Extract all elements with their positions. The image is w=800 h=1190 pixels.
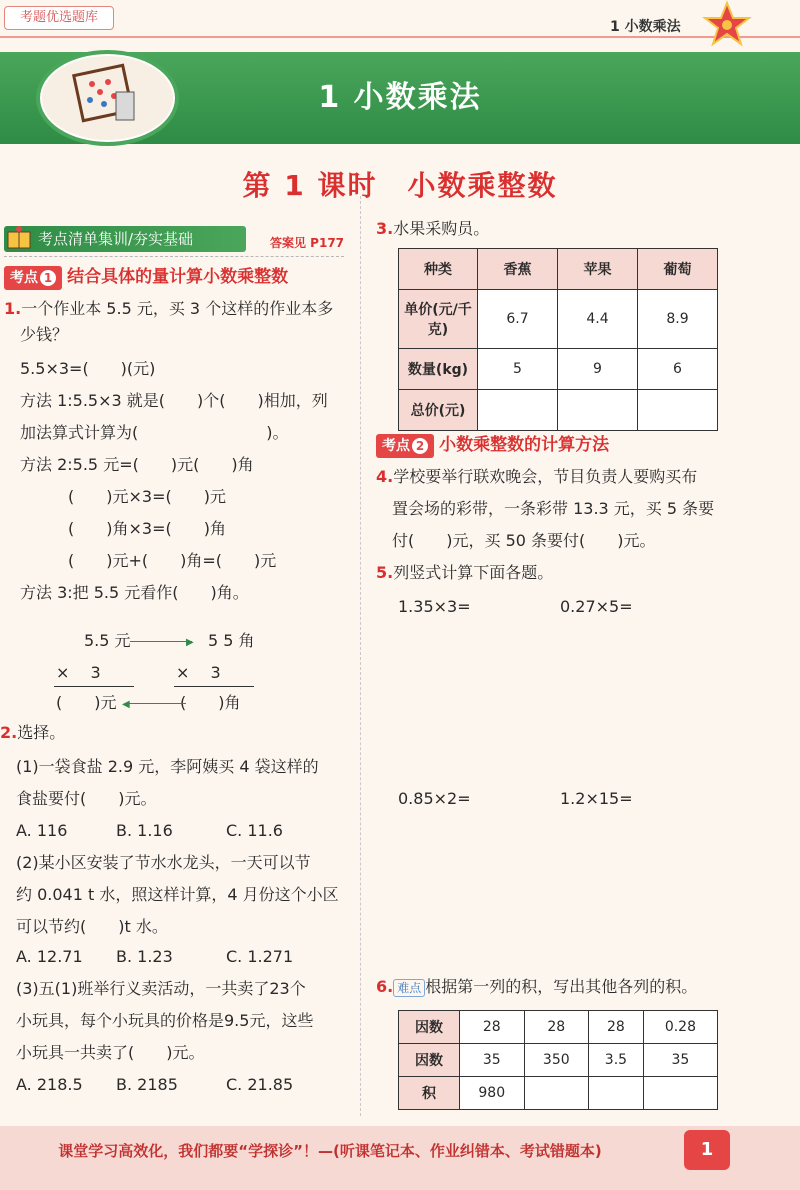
fruit-table (398, 248, 718, 431)
option-b[interactable]: B. 1.16 (116, 821, 173, 840)
row-label: 数量(kg) (399, 349, 478, 390)
calc-item: 1.35×3= (398, 597, 471, 616)
series-tag: 考题优选题库 (4, 6, 114, 30)
question-4 (376, 464, 776, 554)
footer-slogan: 课堂学习高效化，我们都要“学探诊”！—(听课笔记本、作业纠错本、考试错题本) (58, 1142, 602, 1160)
answer-cell[interactable] (638, 390, 718, 431)
sub-question: (3)五(1)班举行义卖活动，一共卖了23个 (16, 979, 306, 998)
option-a[interactable]: A. 12.71 (16, 947, 83, 966)
question-1 (4, 296, 354, 606)
difficulty-tag: 难点 (393, 979, 425, 997)
sub-question: 食盐要付( )元。 (16, 789, 157, 808)
calc-line (174, 686, 254, 687)
option-b[interactable]: B. 2185 (116, 1075, 178, 1094)
vertical-calc-left-mul: × 3 (56, 663, 101, 682)
option-a[interactable]: A. 218.5 (16, 1075, 83, 1094)
method-line: 方法 3:把 5.5 元看作( )角。 (20, 583, 249, 602)
sub-question: (2)某小区安装了节水水龙头，一天可以节 (16, 853, 311, 872)
arrow-right (130, 641, 192, 642)
question-number: 2. (0, 723, 18, 742)
question-stem: 选择。 (17, 723, 66, 742)
book-icon (6, 224, 32, 252)
kaodian-title: 小数乘整数的计算方法 (439, 435, 610, 455)
row-label: 单价(元/千克) (399, 290, 478, 349)
question-2 (0, 720, 350, 1098)
table-header-cell: 苹果 (558, 249, 638, 290)
answer-cell[interactable] (589, 1077, 644, 1110)
question-number: 6. (376, 977, 394, 996)
question-5 (376, 560, 553, 586)
option-c[interactable]: C. 21.85 (226, 1075, 294, 1094)
question-number: 1. (4, 299, 22, 318)
vertical-calc-left-top: 5.5 元 (84, 631, 131, 650)
question-stem: 少钱？ (20, 325, 69, 344)
question-stem: 根据第一列的积，写出其他各列的积。 (425, 977, 698, 996)
kaodian-number: 2 (412, 438, 428, 454)
page-number: 1 (684, 1130, 730, 1170)
sub-question: 小玩具，每个小玩具的价格是9.5元，这些 (16, 1011, 314, 1030)
sub-question: 可以节约( )t 水。 (16, 917, 168, 936)
calc-item: 1.2×15= (560, 789, 633, 808)
method-line: 方法 2:5.5 元=( )元( )角 (20, 455, 254, 474)
table-cell: 8.9 (638, 290, 718, 349)
kaodian-1 (4, 262, 288, 290)
question-number: 3. (376, 219, 394, 238)
sub-question: 小玩具一共卖了( )元。 (16, 1043, 205, 1062)
answer-cell[interactable] (478, 390, 558, 431)
equation: 5.5×3=( )(元) (20, 359, 156, 378)
kaodian-label: 考点 (382, 438, 410, 454)
options-row (0, 818, 350, 844)
question-stem: 一个作业本 5.5 元，买 3 个这样的作业本多 (21, 299, 334, 318)
table-cell: 28 (460, 1011, 525, 1044)
sub-question: 约 0.041 t 水，照这样计算，4 月份这个小区 (16, 885, 339, 904)
option-c[interactable]: C. 11.6 (226, 821, 283, 840)
star-icon (702, 0, 752, 50)
vertical-calc-right-result: ( )角 (180, 693, 241, 712)
table-cell: 35 (460, 1044, 525, 1077)
product-table (398, 1010, 718, 1110)
method-line: ( )角×3=( )角 (68, 519, 226, 538)
table-header-cell: 葡萄 (638, 249, 718, 290)
arrow-head-icon: ▶ (186, 637, 194, 648)
section-header: 考点清单集训/夯实基础 (4, 226, 246, 252)
option-a[interactable]: A. 116 (16, 821, 68, 840)
row-label: 因数 (399, 1011, 460, 1044)
kaodian-number: 1 (40, 270, 56, 286)
chapter-title: 1 小数乘法 (318, 80, 482, 115)
question-stem: 付( )元，买 50 条要付( )元。 (392, 531, 656, 550)
table-cell: 9 (558, 349, 638, 390)
table-cell: 6.7 (478, 290, 558, 349)
row-label: 因数 (399, 1044, 460, 1077)
option-b[interactable]: B. 1.23 (116, 947, 173, 966)
column-divider (360, 196, 361, 1116)
question-number: 4. (376, 467, 394, 486)
method-line: 方法 1:5.5×3 就是( )个( )相加，列 (20, 391, 328, 410)
table-cell: 3.5 (589, 1044, 644, 1077)
arrow-head-icon: ◀ (122, 699, 130, 710)
table-cell: 5 (478, 349, 558, 390)
kaodian-title: 结合具体的量计算小数乘整数 (67, 267, 289, 287)
kaodian-badge (4, 266, 62, 290)
question-number: 5. (376, 563, 394, 582)
answer-reference: 答案见 P177 (270, 236, 345, 250)
table-cell: 0.28 (643, 1011, 717, 1044)
chapter-label: 1 小数乘法 (610, 19, 681, 35)
arrow-left (126, 703, 186, 704)
table-cell: 6 (638, 349, 718, 390)
calc-item: 0.85×2= (398, 789, 471, 808)
table-cell: 4.4 (558, 290, 638, 349)
divider (4, 256, 344, 257)
lesson-title: 第 1 课时 小数乘整数 (242, 169, 558, 202)
kaodian-2 (376, 430, 609, 458)
question-6 (376, 974, 796, 1000)
table-header-cell: 种类 (399, 249, 478, 290)
question-stem: 学校要举行联欢晚会，节目负责人要购买布 (393, 467, 698, 486)
vertical-calc-left-result: ( )元 (56, 693, 117, 712)
row-label: 总价(元) (399, 390, 478, 431)
table-cell: 350 (524, 1044, 589, 1077)
answer-cell[interactable] (643, 1077, 717, 1110)
options-row (0, 1072, 350, 1098)
calc-item: 0.27×5= (560, 597, 633, 616)
kaodian-badge (376, 434, 434, 458)
row-label: 积 (399, 1077, 460, 1110)
question-stem: 水果采购员。 (393, 219, 490, 238)
sub-question: (1)一袋食盐 2.9 元，李阿姨买 4 袋这样的 (16, 757, 319, 776)
table-cell: 28 (524, 1011, 589, 1044)
table-cell: 35 (643, 1044, 717, 1077)
kaodian-label: 考点 (10, 270, 38, 286)
option-c[interactable]: C. 1.271 (226, 947, 294, 966)
question-3 (376, 216, 489, 242)
calc-line (54, 686, 134, 687)
method-line: ( )元×3=( )元 (68, 487, 226, 506)
table-header-cell: 香蕉 (478, 249, 558, 290)
header-divider (0, 36, 800, 38)
table-cell: 28 (589, 1011, 644, 1044)
method-line: ( )元+( )角=( )元 (68, 551, 277, 570)
method-line: 加法算式计算为( )。 (20, 423, 289, 442)
answer-cell[interactable] (524, 1077, 589, 1110)
vertical-calc-right-mul: × 3 (176, 663, 221, 682)
table-cell: 980 (460, 1077, 525, 1110)
question-stem: 列竖式计算下面各题。 (393, 563, 554, 582)
question-stem: 置会场的彩带，一条彩带 13.3 元，买 5 条要 (392, 499, 715, 518)
answer-cell[interactable] (558, 390, 638, 431)
vertical-calc-right-top: 5 5 角 (208, 631, 255, 650)
options-row (0, 944, 350, 970)
